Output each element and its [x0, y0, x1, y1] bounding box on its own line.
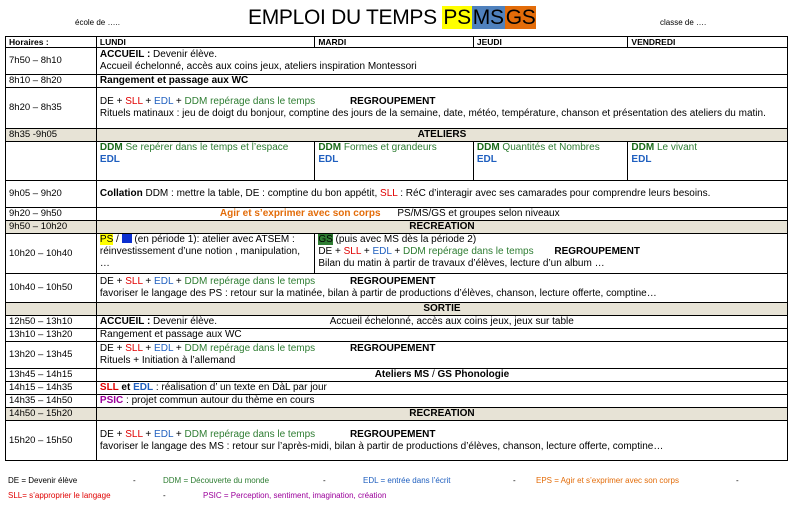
tag-edl: EDL: [154, 276, 174, 287]
atelier-vendredi: [628, 142, 788, 181]
tag-ddm: DDM repérage dans le temps: [184, 428, 316, 440]
col-header-vendredi: VENDREDI: [628, 37, 788, 48]
activity-title: GS Phonologie: [437, 369, 510, 380]
activity-text: Accueil échelonné, accès aux coins jeux, jeux sur table: [329, 316, 574, 327]
activity-cell: [96, 88, 787, 129]
time-cell: 13h10 – 13h20: [6, 329, 97, 342]
table-row: [6, 342, 788, 369]
plus-sign: +: [142, 96, 155, 107]
time-cell: 8h20 – 8h35: [6, 88, 97, 129]
table-row: [6, 208, 788, 221]
tag-de: DE: [99, 96, 114, 107]
time-cell: 7h50 – 8h10: [6, 48, 97, 75]
time-cell: 9h20 – 9h50: [6, 208, 97, 221]
activity-text: Accueil échelonné, accès aux coins jeux, ateliers inspiration Montessori: [99, 61, 417, 72]
legend-psic: PSIC = Perception, sentiment, imagination, création: [203, 491, 387, 500]
tag-edl: EDL: [99, 154, 120, 165]
activity-cell: [96, 48, 787, 75]
plus-sign: +: [113, 276, 126, 287]
classe-field: classe de ….: [660, 18, 707, 27]
tag-eps: Agir et s’exprimer avec son corps: [219, 208, 381, 219]
atelier-text: Quantités et Nombres: [499, 142, 600, 153]
activity-title: ACCUEIL :: [99, 49, 151, 60]
table-header-row: [6, 37, 788, 48]
table-row: [6, 129, 788, 142]
legend-dash: -: [133, 476, 136, 485]
activity-text: : projet commun autour du thème en cours: [123, 395, 315, 406]
activity-cell: [96, 421, 787, 461]
band-label: RECREATION: [96, 221, 787, 234]
separator: /: [113, 234, 122, 245]
conjunction: et: [118, 382, 134, 393]
activity-text: favoriser le langage des PS : retour sur la matinée, bilan à partir de productions d’élèves, chanson, lecture offerte, comptine…: [99, 288, 657, 299]
timetable: [5, 36, 788, 461]
time-cell: 8h35 -9h05: [6, 129, 97, 142]
atelier-text: Le vivant: [654, 142, 698, 153]
plus-sign: +: [113, 96, 126, 107]
time-cell: 8h10 – 8h20: [6, 75, 97, 88]
activity-text: PS/MS/GS et groupes selon niveaux: [397, 208, 560, 219]
legend-dash: -: [513, 476, 516, 485]
time-cell: 14h15 – 14h35: [6, 382, 97, 395]
tag-ddm: DDM: [476, 142, 500, 153]
tag-ddm: DDM: [99, 142, 123, 153]
activity-cell: [96, 316, 787, 329]
tag-edl: EDL: [154, 96, 174, 107]
plus-sign: +: [361, 246, 373, 257]
regroupement-label: REGROUPEMENT: [349, 276, 436, 287]
atelier-lundi: [96, 142, 314, 181]
tag-sll: SLL: [125, 428, 143, 440]
activity-subtitle: Devenir élève.: [150, 316, 217, 327]
activity-text: : réalisation d’ un texte en DàL par jour: [153, 382, 327, 393]
document-header: [0, 0, 796, 36]
ecole-field: école de …..: [75, 18, 120, 27]
time-cell: 13h45 – 14h15: [6, 369, 97, 382]
tag-de: DE: [99, 343, 114, 354]
time-cell: 10h40 – 10h50: [6, 274, 97, 303]
col-header-lundi: LUNDI: [96, 37, 314, 48]
legend-de: DE = Devenir élève: [8, 476, 78, 485]
legend-dash: -: [736, 476, 739, 485]
time-cell: 13h20 – 13h45: [6, 342, 97, 369]
atelier-jeudi: [473, 142, 628, 181]
activity-cell-gs: [315, 234, 788, 274]
activity-cell: [96, 208, 787, 221]
table-row: [6, 221, 788, 234]
legend-sll: SLL= s’approprier le langage: [8, 491, 111, 500]
plus-sign: +: [173, 276, 185, 287]
tag-ddm: DDM repérage dans le temps: [184, 96, 316, 107]
time-cell: 9h05 – 9h20: [6, 181, 97, 208]
time-cell-empty: [6, 142, 97, 181]
tag-psic: PSIC: [99, 395, 124, 406]
table-row: [6, 369, 788, 382]
plus-sign: +: [142, 276, 155, 287]
tag-ddm: DDM repérage dans le temps: [184, 343, 316, 354]
tag-sll: SLL: [380, 188, 398, 199]
activity-cell: Rangement et passage aux WC: [96, 329, 787, 342]
activity-text: Bilan du matin à partir de travaux d’élèves, lecture d’un album …: [318, 258, 605, 269]
table-row: [6, 75, 788, 88]
legend-edl: EDL = entrée dans l’écrit: [363, 476, 451, 485]
plus-sign: +: [142, 343, 155, 354]
band-label: ATELIERS: [96, 129, 787, 142]
tag-edl: EDL: [318, 154, 339, 165]
time-cell: 9h50 – 10h20: [6, 221, 97, 234]
table-row: [6, 316, 788, 329]
activity-cell-ps: [96, 234, 314, 274]
regroupement-label: REGROUPEMENT: [349, 343, 436, 354]
plus-sign: +: [173, 428, 185, 440]
activity-cell: [96, 395, 787, 408]
legend-eps: EPS = Agir et s’exprimer avec son corps: [536, 476, 679, 485]
table-row: [6, 142, 788, 181]
tag-edl: EDL: [133, 382, 154, 393]
activity-text: (puis avec MS dès la période 2): [332, 234, 477, 245]
tag-ddm: DDM: [318, 142, 342, 153]
table-row: [6, 181, 788, 208]
table-row: [6, 329, 788, 342]
table-row: [6, 88, 788, 129]
plus-sign: +: [332, 246, 344, 257]
tag-ddm: DDM repérage dans le temps: [184, 276, 316, 287]
time-cell: 14h35 – 14h50: [6, 395, 97, 408]
level-gs-badge: GS: [505, 6, 536, 29]
plus-sign: +: [173, 343, 185, 354]
activity-text: favoriser le langage des MS : retour sur l’après-midi, bilan à partir de productions d’élèves, chanson, lecture offerte, comptine…: [99, 440, 664, 452]
tag-ddm: DDM repérage dans le temps: [402, 246, 534, 257]
tag-edl: EDL: [154, 343, 174, 354]
activity-text: : RéC d’interagir avec ses camarades pour comprendre leurs besoins.: [397, 188, 711, 199]
activity-cell: [96, 274, 787, 303]
time-cell: 15h20 – 15h50: [6, 421, 97, 461]
tag-edl: EDL: [154, 428, 174, 440]
band-label: SORTIE: [96, 303, 787, 316]
tag-edl: EDL: [631, 154, 652, 165]
table-row: [6, 395, 788, 408]
plus-sign: +: [391, 246, 403, 257]
table-row: [6, 421, 788, 461]
atelier-text: Se repérer dans le temps et l’espace: [122, 142, 289, 153]
tag-de: DE: [99, 428, 114, 440]
page-title: [248, 6, 536, 30]
activity-text: DDM : mettre la table, DE : comptine du bon appétit,: [142, 188, 381, 199]
legend-row-2: [8, 491, 788, 503]
activity-cell: [96, 181, 787, 208]
plus-sign: +: [173, 96, 185, 107]
regroupement-label: REGROUPEMENT: [349, 96, 436, 107]
level-gs-badge: GS: [318, 234, 333, 245]
regroupement-label: REGROUPEMENT: [349, 428, 436, 440]
table-row: [6, 274, 788, 303]
activity-subtitle: Devenir élève.: [150, 49, 217, 60]
time-cell-empty: [6, 303, 97, 316]
activity-title: Ateliers MS: [374, 369, 430, 380]
level-ps-badge: PS: [99, 234, 114, 245]
band-label: RECREATION: [96, 408, 787, 421]
legend-ddm: DDM = Découverte du monde: [163, 476, 270, 485]
level-ms-swatch: [122, 234, 132, 243]
tag-edl: EDL: [476, 154, 497, 165]
tag-sll: SLL: [99, 382, 119, 393]
time-cell: 10h20 – 10h40: [6, 234, 97, 274]
plus-sign: +: [142, 428, 155, 440]
legend-dash: -: [323, 476, 326, 485]
tag-de: DE: [99, 276, 114, 287]
tag-sll: SLL: [125, 96, 143, 107]
atelier-mardi: [315, 142, 474, 181]
col-header-horaires: Horaires :: [6, 37, 97, 48]
table-row: [6, 234, 788, 274]
plus-sign: +: [113, 343, 126, 354]
table-row: [6, 303, 788, 316]
tag-sll: SLL: [343, 246, 362, 257]
time-cell: 14h50 – 15h20: [6, 408, 97, 421]
activity-cell: [96, 382, 787, 395]
regroupement-label: REGROUPEMENT: [554, 246, 640, 257]
activity-text: (en période 1): atelier avec ATSEM : réinvestissement d’une notion , manipulation, …: [99, 234, 301, 269]
tag-sll: SLL: [125, 276, 143, 287]
tag-edl: EDL: [372, 246, 392, 257]
separator: /: [429, 369, 438, 380]
level-ms-badge: MS: [472, 6, 504, 29]
col-header-mardi: MARDI: [315, 37, 474, 48]
table-row: [6, 408, 788, 421]
legend-dash: -: [163, 491, 166, 500]
level-ps-badge: PS: [443, 6, 471, 29]
legend-row-1: [8, 476, 788, 488]
tag-de: DE: [318, 246, 333, 257]
tag-sll: SLL: [125, 343, 143, 354]
plus-sign: +: [113, 428, 126, 440]
activity-title: ACCUEIL :: [99, 316, 151, 327]
time-cell: 12h50 – 13h10: [6, 316, 97, 329]
activity-cell: [96, 369, 787, 382]
table-row: [6, 48, 788, 75]
col-header-jeudi: JEUDI: [473, 37, 628, 48]
activity-title: Collation: [99, 188, 143, 199]
atelier-text: Formes et grandeurs: [341, 142, 437, 153]
activity-cell: Rangement et passage aux WC: [96, 75, 787, 88]
activity-text: Rituels matinaux : jeu de doigt du bonjour, comptine des jours de la semaine, date, météo, température, chanson et présentation des ateliers du matin.: [99, 108, 766, 119]
table-row: [6, 382, 788, 395]
tag-ddm: DDM: [631, 142, 655, 153]
activity-cell: [96, 342, 787, 369]
title-text: EMPLOI DU TEMPS: [248, 6, 437, 29]
activity-text: Rituels + Initiation à l’allemand: [99, 355, 236, 366]
